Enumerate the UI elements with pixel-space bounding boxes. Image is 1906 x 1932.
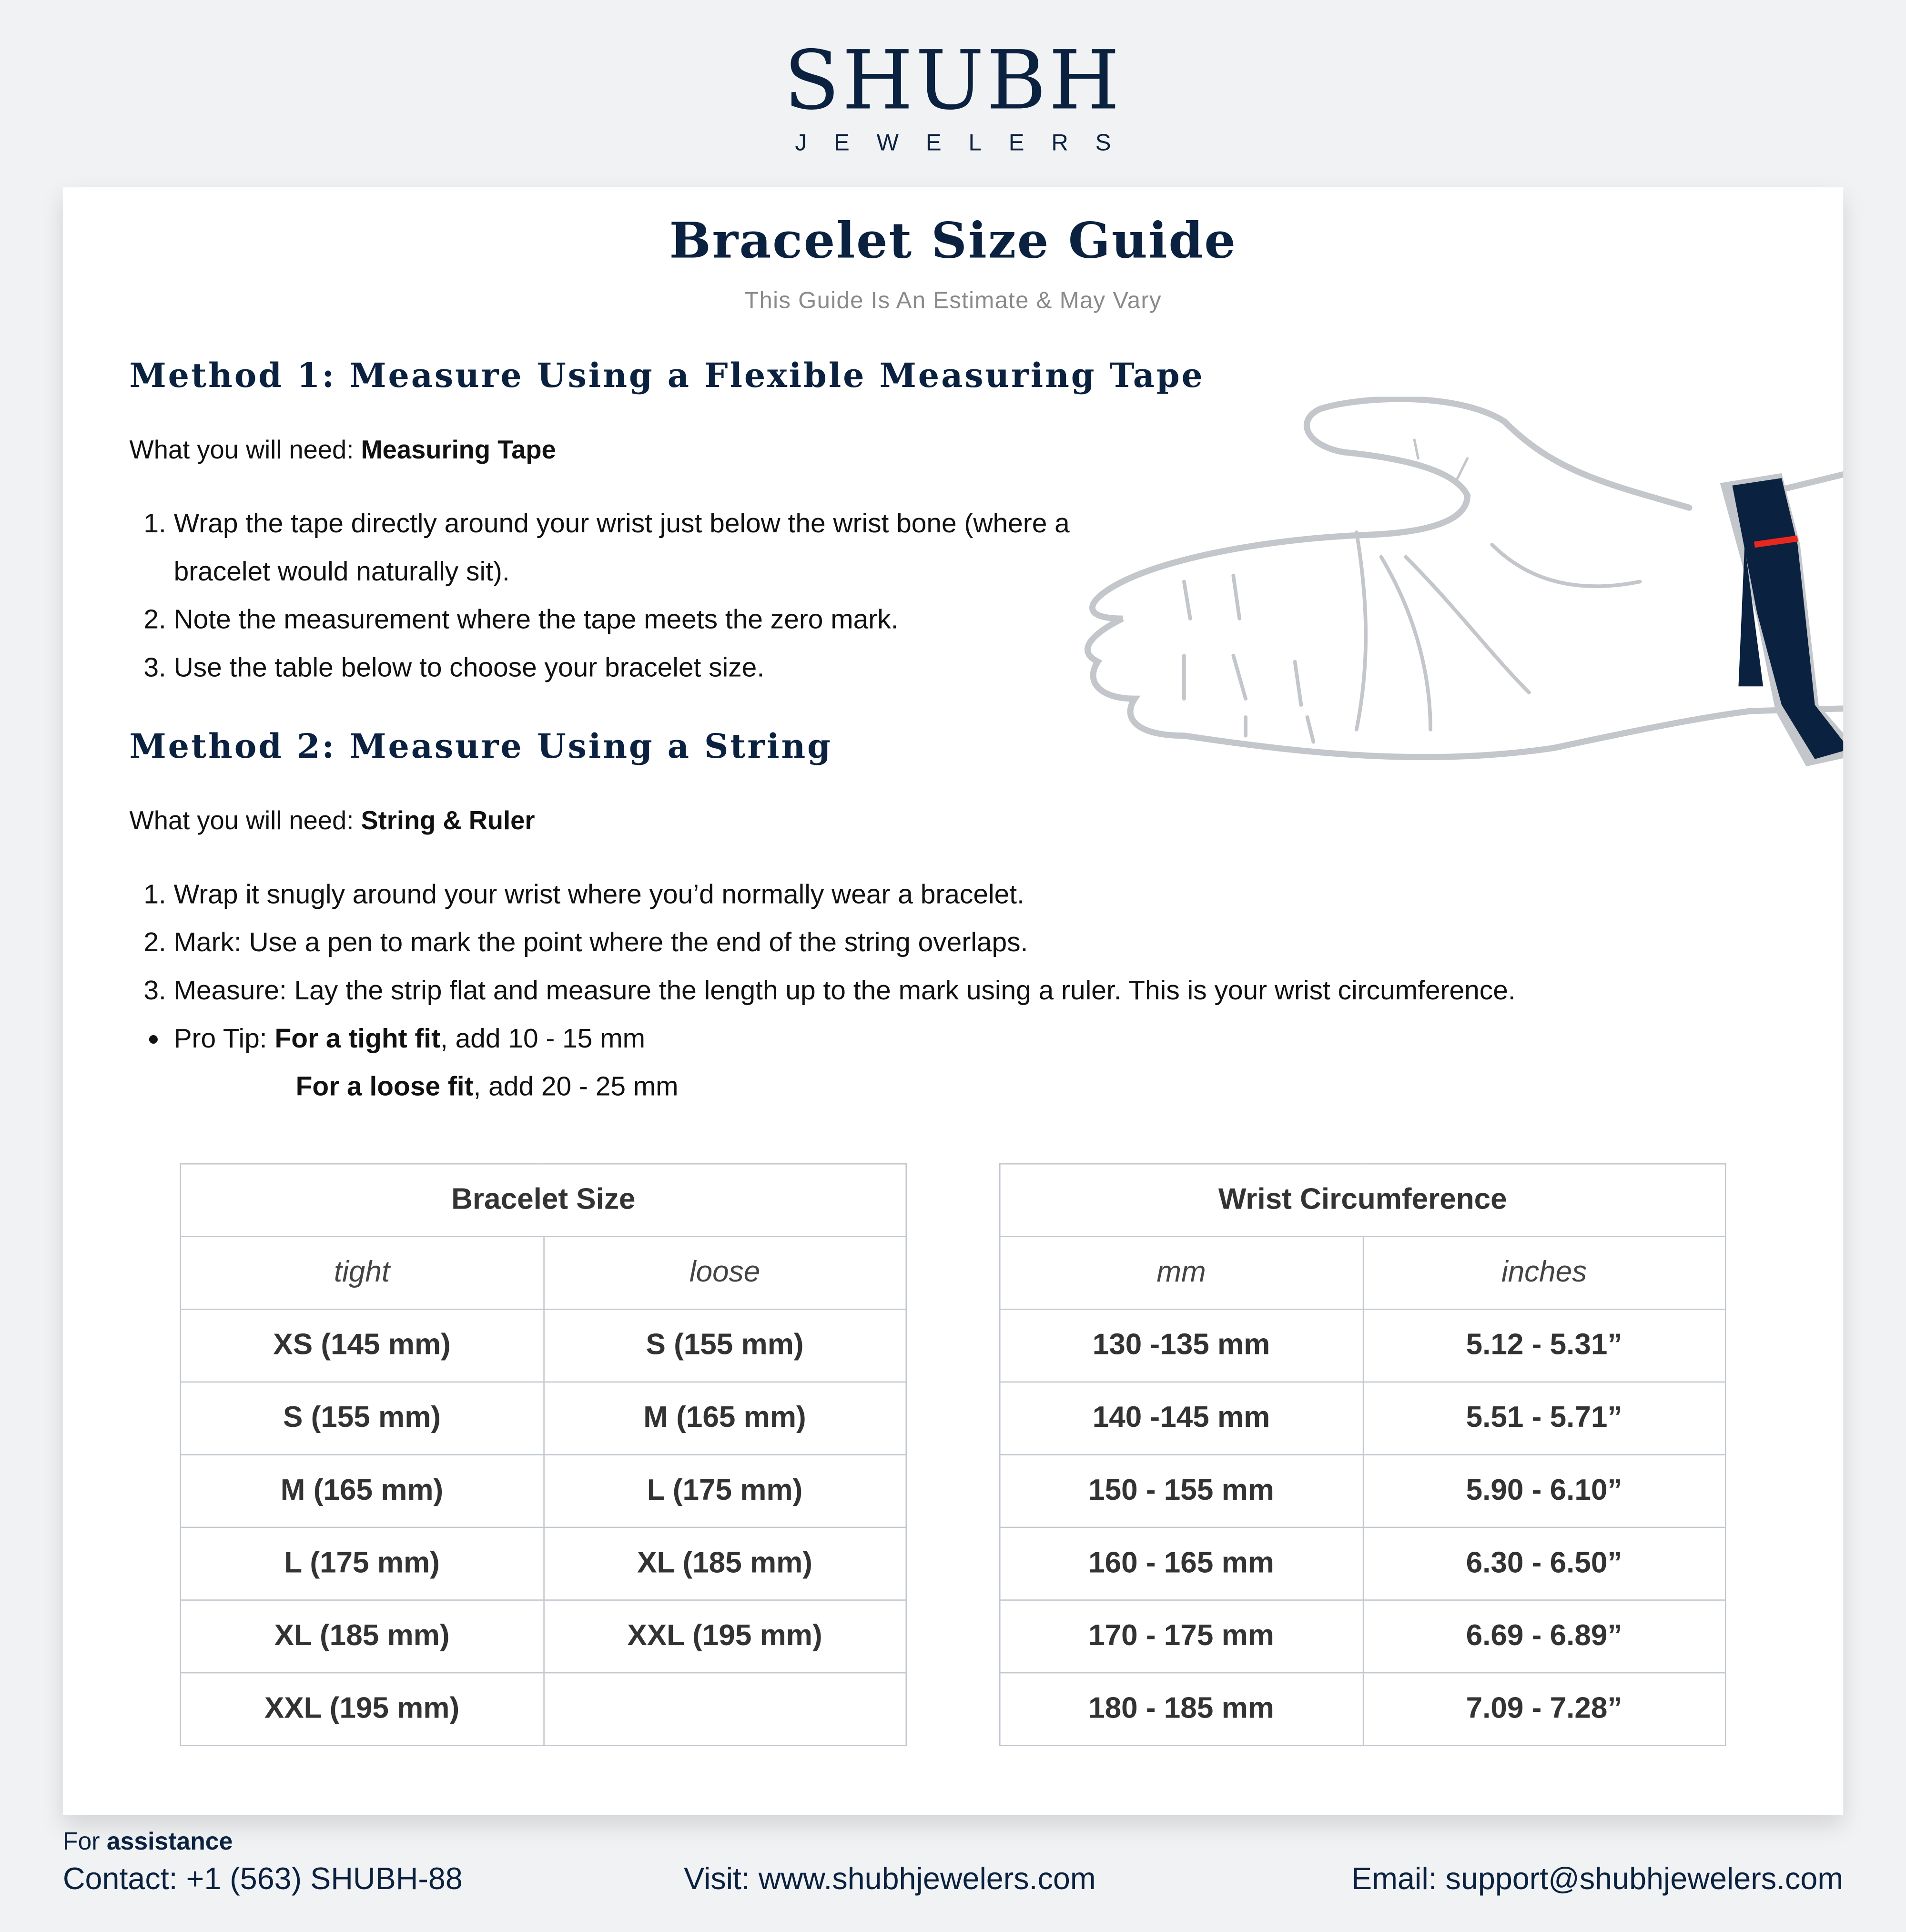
cell: XL (185 mm) [543,1527,906,1600]
cell: 6.69 - 6.89” [1363,1600,1725,1673]
need-label: What you will need: [129,436,354,465]
method1-steps [129,499,1110,691]
table-row [1000,1454,1725,1527]
cell: 6.30 - 6.50” [1363,1527,1725,1600]
cell: 5.51 - 5.71” [1363,1382,1725,1455]
step: 2. Mark: Use a pen to mark the point where the end of the string overlaps. [174,918,1850,966]
table-row [1000,1600,1725,1673]
table-row [1000,1382,1725,1455]
assistance-label [63,1829,233,1857]
hand-bracelet-illustration [1061,397,1843,779]
tight-fit-value: , add 10 - 15 mm [440,1023,646,1054]
step: 3. Measure: Lay the strip flat and measure the length up to the mark using a ruler. This is your wrist circumference. [174,966,1850,1014]
column-header: inches [1363,1237,1725,1310]
need-label: What you will need: [129,807,354,836]
cell: L (175 mm) [181,1527,543,1600]
loose-fit-value: , add 20 - 25 mm [473,1070,679,1102]
column-header: mm [1000,1237,1362,1310]
cell: 130 -135 mm [1000,1309,1362,1382]
brand-logo [0,34,1906,158]
need-value: String & Ruler [361,807,535,836]
bracelet-size-table [180,1163,907,1746]
step: 1. Wrap the tape directly around your wrist just below the wrist bone (where a bracelet would naturally sit). [174,499,1110,595]
table-header: Wrist Circumference [1000,1164,1725,1237]
need-value: Measuring Tape [361,436,556,465]
method1-need [129,436,556,466]
brand-name: SHUBH [784,33,1122,128]
wrist-circumference-table [999,1163,1726,1746]
size-guide-card [63,187,1843,1815]
cell: L (175 mm) [543,1454,906,1527]
cell: 160 - 165 mm [1000,1527,1362,1600]
cell: S (155 mm) [543,1309,906,1382]
tight-fit-label: For a tight fit [274,1023,441,1054]
column-header: tight [181,1237,543,1310]
cell: 140 -145 mm [1000,1382,1362,1455]
cell: S (155 mm) [181,1382,543,1455]
table-header: Bracelet Size [181,1164,906,1237]
cell: XL (185 mm) [181,1600,543,1673]
column-header: loose [543,1237,906,1310]
table-row [181,1673,906,1746]
cell: XXL (195 mm) [181,1673,543,1746]
for-text: For [62,1829,100,1856]
assistance-text: assistance [106,1829,233,1856]
method2-need [129,807,535,837]
step: 1. Wrap it snugly around your wrist where you’d normally wear a bracelet. [174,870,1850,918]
table-row [181,1527,906,1600]
contact-phone[interactable]: Contact: +1 (563) SHUBH-88 [62,1861,463,1897]
table-row [181,1600,906,1673]
page-title: Bracelet Size Guide [669,212,1237,270]
cell: 170 - 175 mm [1000,1600,1362,1673]
cell: 180 - 185 mm [1000,1673,1362,1746]
table-row [1000,1673,1725,1746]
step: 2. Note the measurement where the tape meets the zero mark. [174,595,1110,643]
table-row [181,1454,906,1527]
cell: 5.90 - 6.10” [1363,1454,1725,1527]
cell: M (165 mm) [543,1382,906,1455]
loose-fit-label: For a loose fit [295,1070,474,1102]
pro-tip-label: Pro Tip: [173,1023,267,1054]
table-row [1000,1309,1725,1382]
email-link[interactable]: Email: support@shubhjewelers.com [1351,1861,1844,1897]
table-row [181,1382,906,1455]
method1-heading: Method 1: Measure Using a Flexible Measuring Tape [129,357,1205,396]
method2-steps [129,870,1849,1015]
method2-heading: Method 2: Measure Using a String [129,728,832,767]
table-row [181,1309,906,1382]
table-row [1000,1527,1725,1600]
page-subtitle: This Guide Is An Estimate & May Vary [744,288,1162,315]
cell [543,1673,906,1746]
cell: XXL (195 mm) [543,1600,906,1673]
cell: 5.12 - 5.31” [1363,1309,1725,1382]
cell: 150 - 155 mm [1000,1454,1362,1527]
brand-tagline: JEWELERS [795,131,1138,157]
pro-tip-item [174,1014,1283,1110]
cell: 7.09 - 7.28” [1363,1673,1725,1746]
website-link[interactable]: Visit: www.shubhjewelers.com [684,1861,1096,1897]
cell: M (165 mm) [181,1454,543,1527]
cell: XS (145 mm) [181,1309,543,1382]
step: 3. Use the table below to choose your bracelet size. [174,643,1110,691]
pro-tip [129,1014,1282,1110]
